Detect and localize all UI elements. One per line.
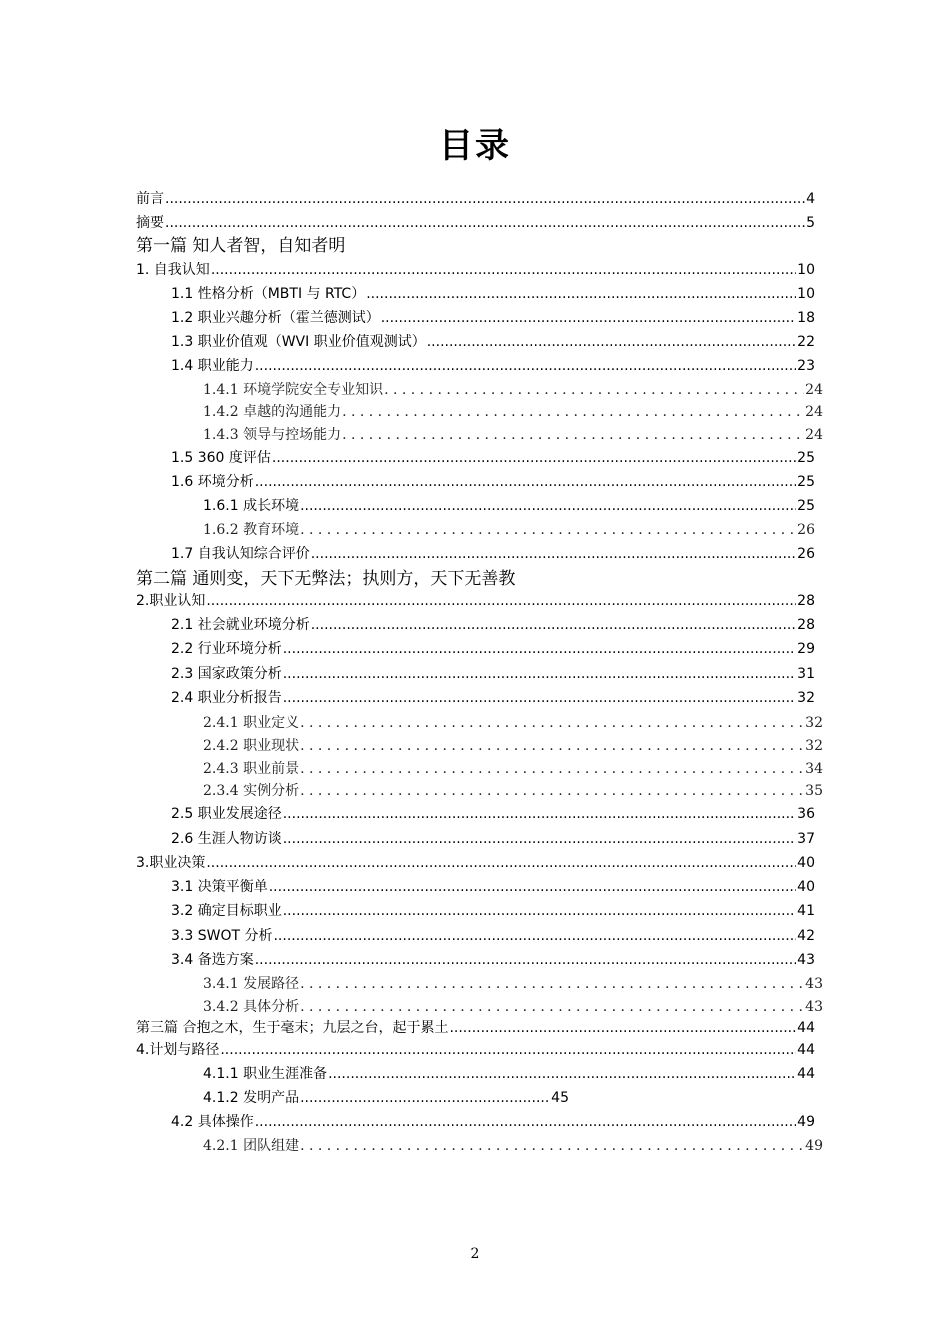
- toc-entry-label: 4.计划与路径: [136, 1042, 220, 1058]
- toc-entry-label: 1.4.3 领导与控场能力: [203, 427, 342, 443]
- toc-entry-label: 1.6.2 教育环境: [203, 522, 300, 538]
- toc-entry-label: 1.4 职业能力: [171, 358, 254, 374]
- dot-leader: [206, 590, 796, 612]
- toc-entry[interactable]: [171, 543, 815, 565]
- toc-entry[interactable]: [136, 259, 815, 281]
- dot-leader: [300, 780, 804, 802]
- toc-entry-page: 4: [806, 191, 815, 207]
- dot-leader: [300, 495, 796, 517]
- toc-entry[interactable]: [203, 519, 815, 541]
- toc-entry[interactable]: [171, 803, 815, 825]
- dot-leader: [255, 949, 796, 971]
- toc-entry-page: 42: [797, 928, 815, 944]
- dot-leader: [328, 1063, 796, 1085]
- toc-entry-page: 34: [805, 761, 823, 777]
- dot-leader: [283, 687, 796, 709]
- dot-leader: [206, 852, 796, 874]
- toc-entry-page: 24: [805, 382, 823, 398]
- toc-entry[interactable]: [136, 590, 815, 612]
- toc-entry-label: 1.6.1 成长环境: [203, 498, 300, 514]
- toc-entry-page: 44: [797, 1042, 815, 1058]
- toc-entry-page: 28: [797, 617, 815, 633]
- toc-entry-label: 1.3 职业价值观（WVI 职业价值观测试）: [171, 334, 426, 350]
- dot-leader: [381, 307, 796, 329]
- toc-entry-label: 2.6 生涯人物访谈: [171, 831, 282, 847]
- toc-entry[interactable]: [203, 780, 823, 802]
- toc-entry[interactable]: [203, 735, 823, 757]
- toc-entry-label: 3.职业决策: [136, 855, 206, 871]
- toc-entry[interactable]: [203, 712, 823, 734]
- dot-leader: [283, 900, 796, 922]
- toc-entry-page: 35: [805, 783, 823, 799]
- dot-leader: [342, 424, 804, 446]
- toc-entry-page: 29: [797, 641, 815, 657]
- toc-entry[interactable]: [203, 401, 823, 423]
- toc-entry-label: 2.4.1 职业定义: [203, 715, 300, 731]
- dot-leader: [300, 1135, 804, 1157]
- toc-entry-page: 18: [797, 310, 815, 326]
- toc-entry-label: 4.1.2 发明产品: [203, 1090, 300, 1106]
- dot-leader: [427, 331, 796, 353]
- toc-entry-page: 43: [805, 976, 823, 992]
- dot-leader: [300, 735, 804, 757]
- toc-entry-label: 1.2 职业兴趣分析（霍兰德测试）: [171, 310, 380, 326]
- toc-entry-label: 1.7 自我认知综合评价: [171, 546, 310, 562]
- toc-entry-label: 2.2 行业环境分析: [171, 641, 282, 657]
- toc-entry-page: 10: [797, 286, 815, 302]
- toc-entry[interactable]: [171, 663, 815, 685]
- toc-entry-label: 2.5 职业发展途径: [171, 806, 282, 822]
- dot-leader: [300, 996, 804, 1018]
- dot-leader: [300, 519, 796, 541]
- toc-entry-label: 3.4 备选方案: [171, 952, 254, 968]
- toc-entry-page: 26: [797, 522, 815, 538]
- toc-entry-label: 2.4 职业分析报告: [171, 690, 282, 706]
- toc-entry[interactable]: [203, 1063, 815, 1085]
- dot-leader: [255, 471, 796, 493]
- dot-leader: [255, 355, 796, 377]
- dot-leader: [283, 803, 796, 825]
- toc-part-heading[interactable]: 第一篇 知人者智，自知者明: [136, 236, 346, 256]
- toc-entry[interactable]: [171, 447, 815, 469]
- toc-entry-label: 1.4.1 环境学院安全专业知识: [203, 382, 384, 398]
- toc-entry-label: 2.1 社会就业环境分析: [171, 617, 310, 633]
- dot-leader: [269, 876, 796, 898]
- toc-entry-page: 31: [797, 666, 815, 682]
- toc-entry[interactable]: [171, 614, 815, 636]
- toc-entry[interactable]: [171, 925, 815, 947]
- dot-leader: [300, 758, 804, 780]
- toc-entry-page: 49: [797, 1114, 815, 1130]
- toc-entry-label: 2.4.3 职业前景: [203, 761, 300, 777]
- toc-entry[interactable]: [171, 638, 815, 660]
- toc-entry-page: 37: [797, 831, 815, 847]
- toc-entry-page: 43: [797, 952, 815, 968]
- toc-entry[interactable]: [136, 852, 815, 874]
- toc-part-heading[interactable]: 第二篇 通则变，天下无弊法；执则方，天下无善教: [136, 569, 516, 589]
- toc-entry-page: 49: [805, 1138, 823, 1154]
- toc-entry-page: 43: [805, 999, 823, 1015]
- dot-leader: [366, 283, 796, 305]
- toc-entry-label: 1.1 性格分析（MBTI 与 RTC）: [171, 286, 366, 302]
- toc-entry-page: 25: [797, 474, 815, 490]
- toc-entry-label: 4.1.1 职业生涯准备: [203, 1066, 328, 1082]
- toc-entry[interactable]: [203, 758, 823, 780]
- toc-entry[interactable]: [203, 424, 823, 446]
- toc-entry-page: 25: [797, 498, 815, 514]
- toc-entry-page: 10: [797, 262, 815, 278]
- dot-leader: [283, 828, 796, 850]
- toc-entry-label: 2.职业认知: [136, 593, 206, 609]
- dot-leader: [283, 638, 796, 660]
- toc-entry[interactable]: [203, 495, 815, 517]
- dot-leader: [283, 663, 796, 685]
- dot-leader: [300, 712, 804, 734]
- page-title: 目录: [439, 126, 511, 166]
- page-number: 2: [470, 1246, 480, 1262]
- toc-entry-page: 24: [805, 404, 823, 420]
- toc-entry-page: 32: [805, 738, 823, 754]
- toc-entry-label: 1.5 360 度评估: [171, 450, 271, 466]
- toc-entry[interactable]: [171, 687, 815, 709]
- dot-leader: [384, 379, 804, 401]
- toc-entry-page: 44: [797, 1020, 815, 1036]
- toc-entry-page: 36: [797, 806, 815, 822]
- dot-leader: [300, 973, 804, 995]
- toc-entry-page: 44: [797, 1066, 815, 1082]
- toc-entry-page: 40: [797, 855, 815, 871]
- toc-entry-page: 26: [797, 546, 815, 562]
- toc-entry-page: 22: [797, 334, 815, 350]
- toc-entry[interactable]: [203, 973, 823, 995]
- toc-entry-page: 5: [806, 215, 815, 231]
- toc-entry-label: 3.4.1 发展路径: [203, 976, 300, 992]
- toc-entry[interactable]: [203, 996, 823, 1018]
- toc-entry-label: 1.6 环境分析: [171, 474, 254, 490]
- toc-entry[interactable]: [136, 188, 815, 210]
- toc-entry-label: 前言: [136, 191, 164, 207]
- toc-entry-label: 3.4.2 具体分析: [203, 999, 300, 1015]
- toc-entry[interactable]: [203, 1135, 823, 1157]
- dot-leader: [311, 543, 796, 565]
- toc-entry-page: 45: [551, 1090, 569, 1106]
- toc-entry-label: 1.4.2 卓越的沟通能力: [203, 404, 342, 420]
- toc-entry-label: 2.4.2 职业现状: [203, 738, 300, 754]
- toc-entry[interactable]: [171, 331, 815, 353]
- toc-entry-page: 40: [797, 879, 815, 895]
- dot-leader: [255, 1111, 796, 1133]
- toc-entry-label: 3.2 确定目标职业: [171, 903, 282, 919]
- dot-leader: [342, 401, 804, 423]
- toc-entry[interactable]: [171, 876, 815, 898]
- toc-entry[interactable]: [136, 1017, 815, 1039]
- toc-entry[interactable]: [136, 212, 815, 234]
- toc-entry-label: 第三篇 合抱之木，生于毫末；九层之台，起于累土: [136, 1020, 449, 1036]
- toc-entry-label: 3.3 SWOT 分析: [171, 928, 273, 944]
- dot-leader: [165, 212, 805, 234]
- toc-entry-label: 1. 自我认知: [136, 262, 210, 278]
- toc-entry[interactable]: [136, 1039, 815, 1061]
- toc-entry[interactable]: [171, 283, 815, 305]
- dot-leader: [220, 1039, 796, 1061]
- toc-entry[interactable]: [203, 379, 823, 401]
- toc-entry[interactable]: [203, 1087, 569, 1109]
- toc-entry-page: 23: [797, 358, 815, 374]
- toc-entry-label: 4.2.1 团队组建: [203, 1138, 300, 1154]
- dot-leader: [449, 1017, 796, 1039]
- dot-leader: [272, 447, 796, 469]
- toc-entry[interactable]: [171, 900, 815, 922]
- dot-leader: [300, 1087, 550, 1109]
- toc-entry-label: 2.3 国家政策分析: [171, 666, 282, 682]
- toc-entry[interactable]: [171, 355, 815, 377]
- toc-entry-page: 41: [797, 903, 815, 919]
- toc-entry-label: 摘要: [136, 215, 164, 231]
- toc-entry[interactable]: [171, 828, 815, 850]
- toc-entry[interactable]: [171, 949, 815, 971]
- dot-leader: [273, 925, 796, 947]
- dot-leader: [165, 188, 805, 210]
- toc-entry-label: 2.3.4 实例分析: [203, 783, 300, 799]
- dot-leader: [211, 259, 796, 281]
- toc-entry-label: 4.2 具体操作: [171, 1114, 254, 1130]
- toc-entry-page: 32: [797, 690, 815, 706]
- toc-entry[interactable]: [171, 1111, 815, 1133]
- toc-entry-page: 24: [805, 427, 823, 443]
- toc-entry-page: 25: [797, 450, 815, 466]
- toc-entry-label: 3.1 决策平衡单: [171, 879, 268, 895]
- toc-entry[interactable]: [171, 471, 815, 493]
- toc-entry-page: 32: [805, 715, 823, 731]
- dot-leader: [311, 614, 796, 636]
- toc-entry[interactable]: [171, 307, 815, 329]
- toc-entry-page: 28: [797, 593, 815, 609]
